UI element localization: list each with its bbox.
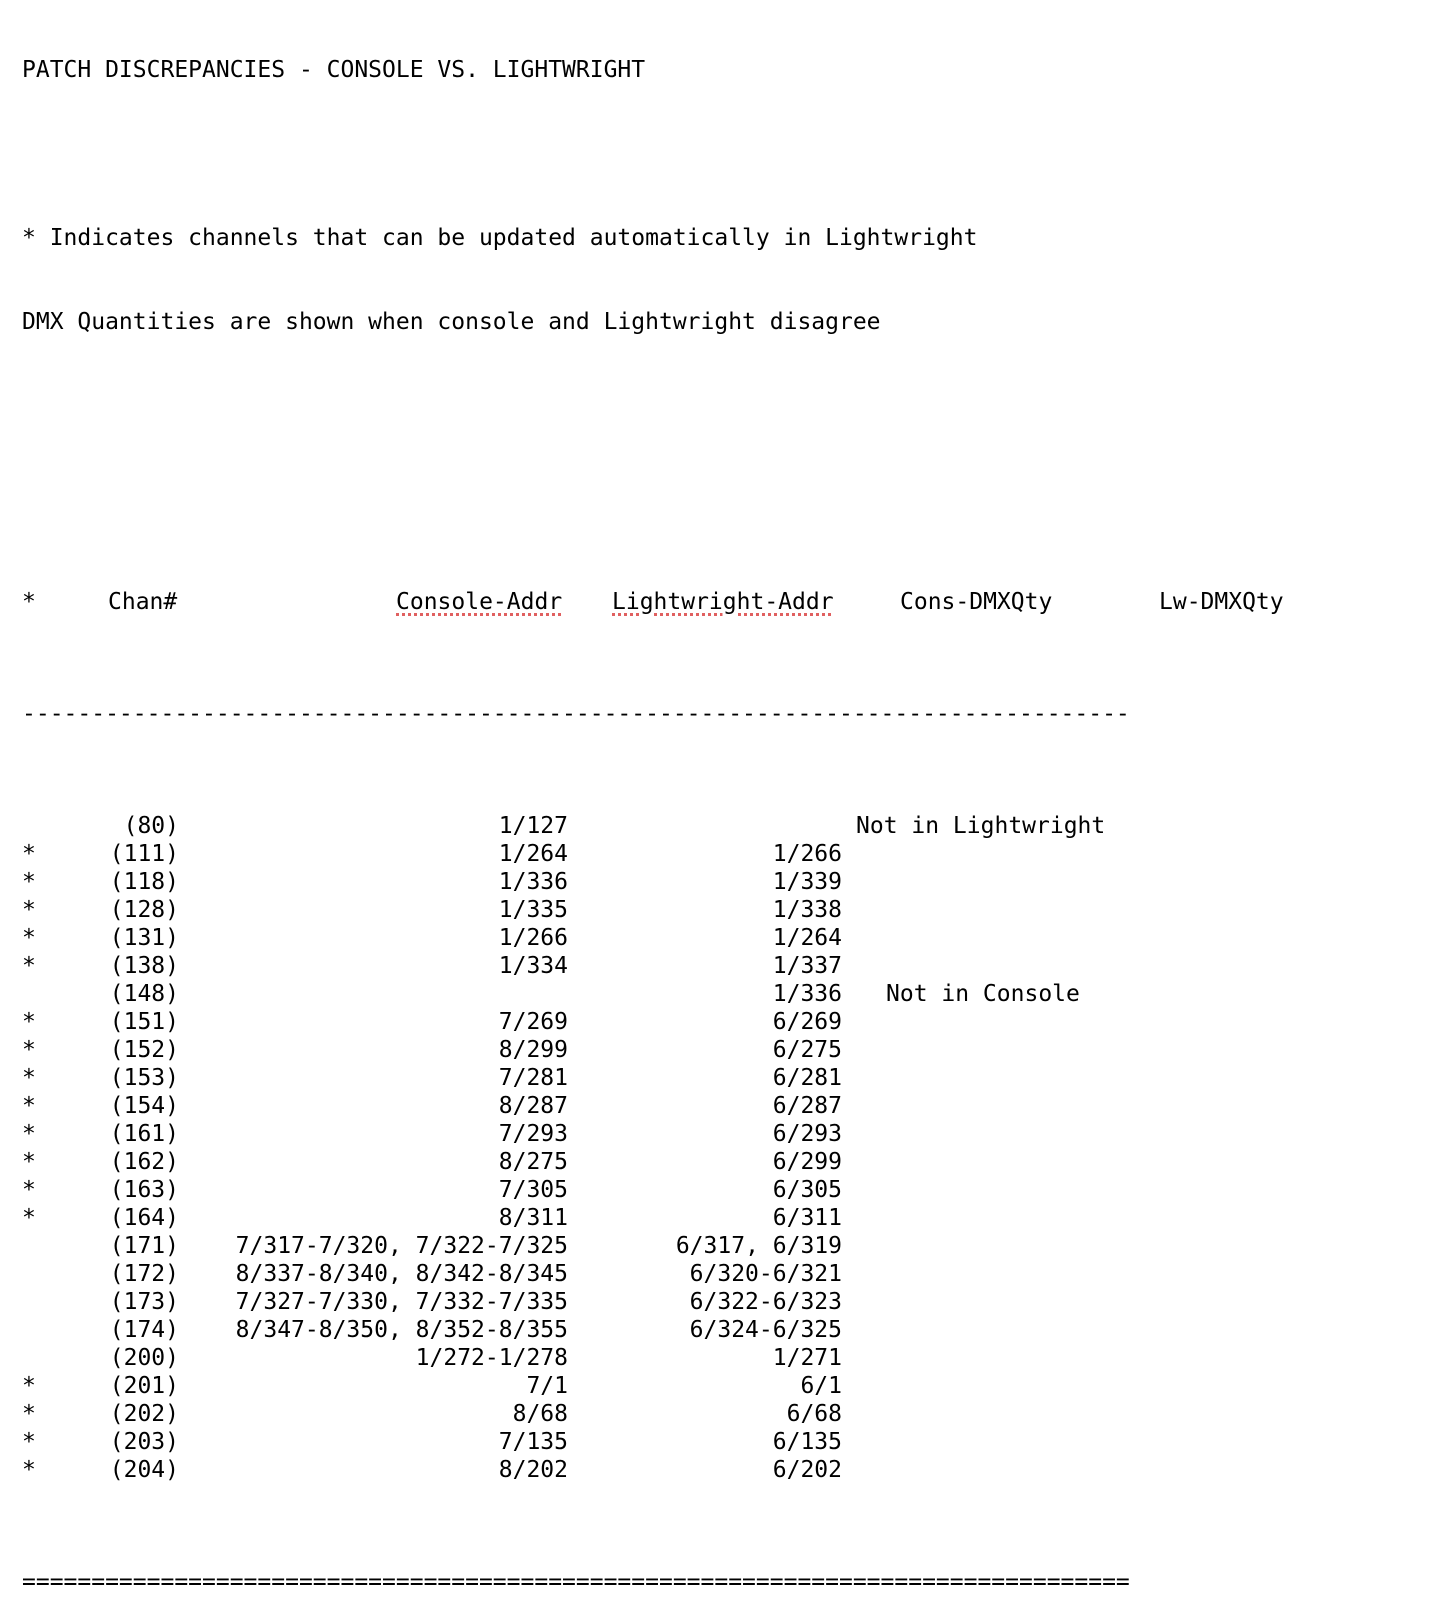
row-chan: (154) [109,1093,179,1119]
patch-report [22,0,1432,1624]
row-console-addr: 1/264 [498,841,568,867]
row-lightwright-addr: 6/202 [772,1457,842,1483]
row-console-addr: 8/311 [498,1205,568,1231]
row-lightwright-addr: 1/271 [772,1345,842,1371]
dash-divider: -------------------------------------------------------------------------------- [22,701,1130,727]
row-chan: (200) [109,1345,179,1371]
header-console-addr: Console-Addr [396,589,563,615]
row-console-addr: 8/287 [498,1093,568,1119]
row-lightwright-addr: 6/305 [772,1177,842,1203]
row-chan: (164) [109,1205,179,1231]
row-console-addr: 7/327-7/330, 7/332-7/335 [235,1289,568,1315]
row-console-addr: 7/269 [498,1009,568,1035]
table-row [22,1204,1432,1232]
row-star: * [22,1177,36,1203]
row-lightwright-addr: 6/322-6/323 [689,1289,842,1315]
table-row [22,1120,1432,1148]
row-chan: (80) [123,813,179,839]
row-lightwright-addr: 6/311 [772,1205,842,1231]
row-console-addr: 8/347-8/350, 8/352-8/355 [235,1317,568,1343]
table-row [22,1036,1432,1064]
row-console-addr: 1/127 [498,813,568,839]
table-row [22,1316,1432,1344]
row-chan: (173) [109,1289,179,1315]
row-console-addr: 8/202 [498,1457,568,1483]
row-lightwright-addr: 6/135 [772,1429,842,1455]
row-console-addr: 1/335 [498,897,568,923]
table-row [22,1456,1432,1484]
table-row [22,1092,1432,1120]
row-chan: (162) [109,1149,179,1175]
row-lightwright-addr: 6/281 [772,1065,842,1091]
table-row [22,840,1432,868]
row-star: * [22,841,36,867]
row-console-addr: 1/266 [498,925,568,951]
row-chan: (174) [109,1317,179,1343]
header-star: * [22,589,36,615]
row-star: * [22,953,36,979]
row-lightwright-addr: 6/324-6/325 [689,1317,842,1343]
report-note-dmx-quantities: DMX Quantities are shown when console and Lightwright disagree [22,309,881,335]
row-lightwright-addr: 6/275 [772,1037,842,1063]
row-chan: (172) [109,1261,179,1287]
row-console-addr: 1/334 [498,953,568,979]
row-star: * [22,1121,36,1147]
report-title: PATCH DISCREPANCIES - CONSOLE VS. LIGHTWRIGHT [22,57,646,83]
row-console-addr: 8/337-8/340, 8/342-8/345 [235,1261,568,1287]
row-star: * [22,1457,36,1483]
table-row [22,896,1432,924]
row-chan: (171) [109,1233,179,1259]
row-console-addr: 7/293 [498,1121,568,1147]
row-chan: (204) [109,1457,179,1483]
row-lightwright-addr: 1/338 [772,897,842,923]
row-lightwright-addr: 6/287 [772,1093,842,1119]
row-star: * [22,1149,36,1175]
row-star: * [22,1009,36,1035]
row-lightwright-addr: 1/266 [772,841,842,867]
row-lightwright-addr: 1/339 [772,869,842,895]
row-star: * [22,1429,36,1455]
report-note-auto-update: * Indicates channels that can be updated automatically in Lightwright [22,225,978,251]
row-console-addr: 1/272-1/278 [415,1345,568,1371]
row-console-addr: 8/275 [498,1149,568,1175]
row-chan: (131) [109,925,179,951]
header-cons-dmxqty: Cons-DMXQty [900,589,1053,615]
row-chan: (161) [109,1121,179,1147]
row-lightwright-addr: 6/68 [786,1401,842,1427]
table-row [22,1288,1432,1316]
row-console-addr: 1/336 [498,869,568,895]
row-lightwright-addr: 6/269 [772,1009,842,1035]
row-star: * [22,1401,36,1427]
row-chan: (138) [109,953,179,979]
table-header [22,588,1432,616]
row-chan: (152) [109,1037,179,1063]
row-console-addr: 8/68 [512,1401,568,1427]
row-star: * [22,1037,36,1063]
row-lightwright-addr: 1/337 [772,953,842,979]
row-star: * [22,1093,36,1119]
row-console-addr: 7/305 [498,1177,568,1203]
row-console-addr: 7/281 [498,1065,568,1091]
table-row [22,1260,1432,1288]
header-lightwright-addr: Lightwright-Addr [612,589,834,615]
row-lightwright-addr: 6/293 [772,1121,842,1147]
row-lightwright-addr: 6/317, 6/319 [675,1233,842,1259]
row-console-addr: 7/1 [526,1373,568,1399]
table-row [22,1400,1432,1428]
table-row [22,1064,1432,1092]
row-lightwright-addr: 6/320-6/321 [689,1261,842,1287]
row-lightwright-addr: 1/336 [772,981,842,1007]
table-row [22,1372,1432,1400]
row-chan: (153) [109,1065,179,1091]
row-note: Not in Console [886,981,1080,1007]
spacer [22,392,1432,420]
table-row [22,1428,1432,1456]
row-star: * [22,1205,36,1231]
row-note: Not in Lightwright [856,813,1106,839]
table-row [22,1176,1432,1204]
table-row [22,952,1432,980]
row-star: * [22,1373,36,1399]
row-chan: (118) [109,869,179,895]
row-chan: (203) [109,1429,179,1455]
table-row [22,1232,1432,1260]
table-row [22,868,1432,896]
equals-divider: ================================================================================ [22,1569,1130,1595]
table-row [22,1344,1432,1372]
row-lightwright-addr: 6/1 [800,1373,842,1399]
header-chan: Chan# [108,589,178,615]
row-chan: (163) [109,1177,179,1203]
table-row [22,1148,1432,1176]
discrepancy-rows [22,812,1432,1484]
spacer [22,140,1432,168]
row-star: * [22,1065,36,1091]
row-star: * [22,869,36,895]
row-chan: (111) [109,841,179,867]
row-star: * [22,897,36,923]
header-lw-dmxqty: Lw-DMXQty [1159,589,1284,615]
row-chan: (202) [109,1401,179,1427]
row-chan: (201) [109,1373,179,1399]
row-console-addr: 8/299 [498,1037,568,1063]
row-lightwright-addr: 6/299 [772,1149,842,1175]
row-star: * [22,925,36,951]
row-chan: (151) [109,1009,179,1035]
table-row [22,812,1432,840]
table-row [22,1008,1432,1036]
row-console-addr: 7/317-7/320, 7/322-7/325 [235,1233,568,1259]
row-console-addr: 7/135 [498,1429,568,1455]
row-lightwright-addr: 1/264 [772,925,842,951]
table-row [22,980,1432,1008]
row-chan: (128) [109,897,179,923]
row-chan: (148) [109,981,179,1007]
spacer [22,476,1432,504]
